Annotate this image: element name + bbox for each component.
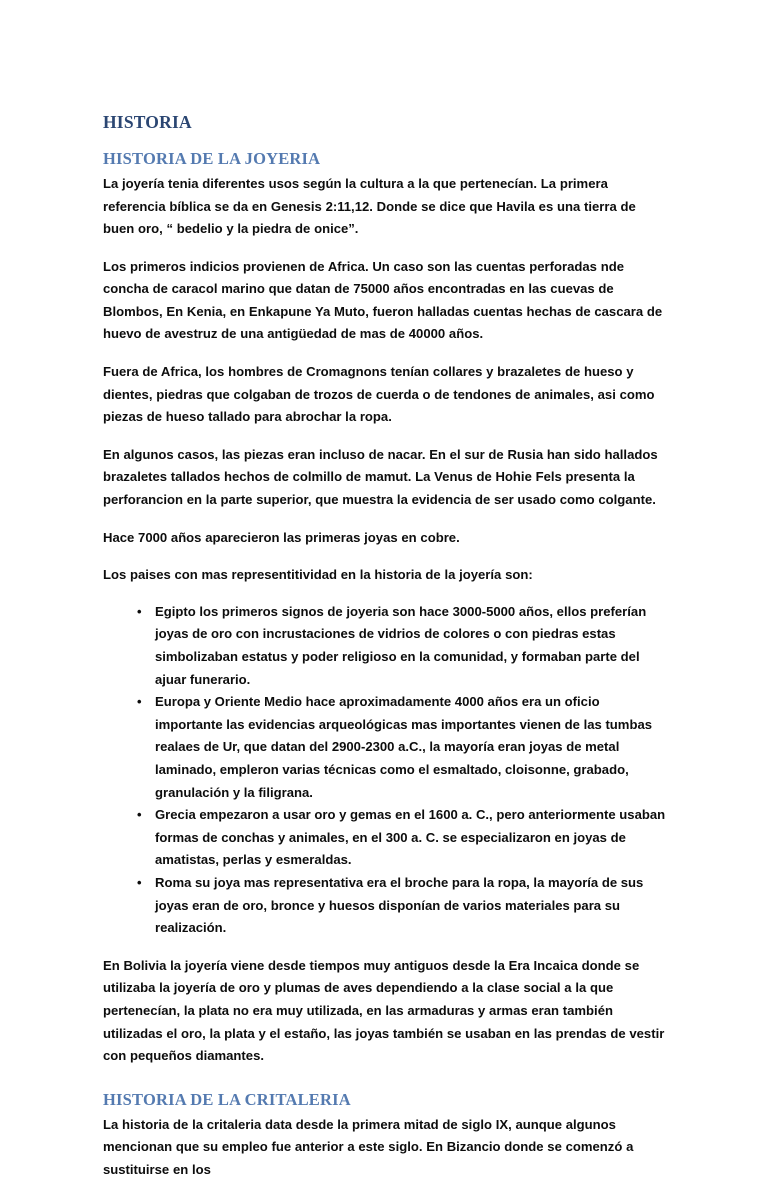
paises-bullet-list	[103, 601, 668, 940]
list-item-label: Egipto los primeros signos de joyeria son hace 3000-5000 años, ellos preferían joyas de oro con incrustaciones de vidrios de colores o con piedras estas simbolizaban estatus y poder religioso en la comunidad, y formaban parte del ajuar funerario.	[155, 601, 668, 691]
list-item	[103, 601, 668, 691]
paragraph-joyeria-usos: La joyería tenia diferentes usos según la cultura a la que pertenecían. La primera referencia bíblica se da en Genesis 2:11,12. Donde se dice que Havila es una tierra de buen oro, “ bedelio y la piedra de onice”.	[103, 173, 668, 241]
paragraph-joyeria-bolivia: En Bolivia la joyería viene desde tiempos muy antiguos desde la Era Incaica donde se utilizaba la joyería de oro y plumas de aves dependiendo a la clase social a la que pertenecían, la plata no era muy utilizada, en las armaduras y armas eran también utilizadas el oro, la plata y el estaño, las joyas también se usaban en las prendas de vestir con pequeños diamantes.	[103, 955, 668, 1068]
list-item	[103, 872, 668, 940]
list-item-label: Europa y Oriente Medio hace aproximadamente 4000 años era un oficio importante las evidencias arqueológicas mas importantes vienen de las tumbas realaes de Ur, que datan del 2900-2300 a.C., la mayoría eran joyas de metal laminado, empleron varias técnicas como el esmaltado, cloisonne, grabado, granulación y la filigrana.	[155, 691, 668, 804]
paragraph-joyeria-cobre: Hace 7000 años aparecieron las primeras joyas en cobre.	[103, 527, 668, 550]
paragraph-critaleria-intro: La historia de la critaleria data desde la primera mitad de siglo IX, aunque algunos mencionan que su empleo fue anterior a este siglo. En Bizancio donde se comenzó a sustituirse en los	[103, 1114, 668, 1181]
list-item	[103, 691, 668, 804]
bullet-icon: •	[137, 804, 142, 827]
section-heading-critaleria: HISTORIA DE LA CRITALERIA	[103, 1090, 668, 1110]
list-item-label: Grecia empezaron a usar oro y gemas en el 1600 a. C., pero anteriormente usaban formas de conchas y animales, en el 300 a. C. se especializaron en joyas de amatistas, perlas y esmeraldas.	[155, 804, 668, 872]
paragraph-joyeria-cromagnons: Fuera de Africa, los hombres de Cromagnons tenían collares y brazaletes de hueso y dientes, piedras que colgaban de trozos de cuerda o de tendones de animales, asi como piezas de hueso tallado para abrochar la ropa.	[103, 361, 668, 429]
list-item	[103, 804, 668, 872]
bullet-icon: •	[137, 872, 142, 895]
list-item-label: Roma su joya mas representativa era el broche para la ropa, la mayoría de sus joyas eran de oro, bronce y huesos disponían de varios materiales para su realización.	[155, 872, 668, 940]
paragraph-joyeria-africa: Los primeros indicios provienen de Africa. Un caso son las cuentas perforadas nde concha de caracol marino que datan de 75000 años encontradas en las cuevas de Blombos, En Kenia, en Enkapune Ya Muto, fueron halladas cuentas hechas de cascara de huevo de avestruz de una antigüedad de mas de 40000 años.	[103, 256, 668, 346]
document-body	[103, 112, 668, 1181]
section-heading-joyeria: HISTORIA DE LA JOYERIA	[103, 149, 668, 169]
page-title: HISTORIA	[103, 112, 668, 132]
paragraph-joyeria-paises-intro: Los paises con mas representitividad en la historia de la joyería son:	[103, 564, 668, 587]
bullet-icon: •	[137, 601, 142, 624]
bullet-icon: •	[137, 691, 142, 714]
paragraph-joyeria-nacar: En algunos casos, las piezas eran incluso de nacar. En el sur de Rusia han sido hallados brazaletes tallados hechos de colmillo de mamut. La Venus de Hohie Fels presenta la perforancion en la parte superior, que muestra la evidencia de ser usado como colgante.	[103, 444, 668, 512]
